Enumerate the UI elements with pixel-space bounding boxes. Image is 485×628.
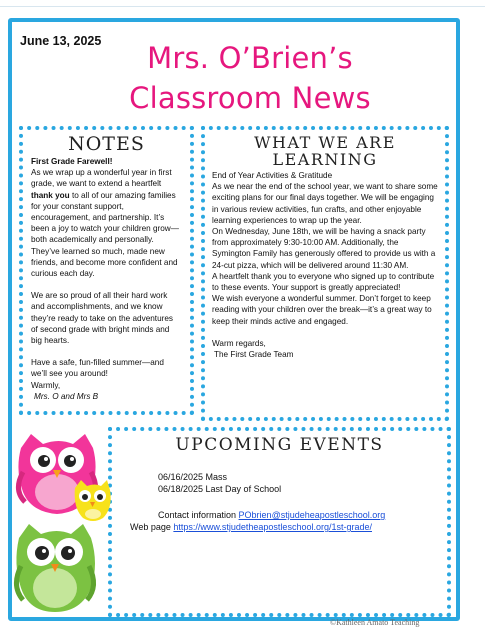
notes-p1-part-b: to all of our amazing families for your constant support, encouragement, and partnership. It’s been a joy to watch your children grow—both academically and personally. They’ve learned so much, made new friends, and become more confident and curious each day.	[31, 190, 179, 279]
web-page-label: Web page	[130, 522, 174, 532]
yellow-owl-icon	[75, 480, 111, 521]
notes-paragraph-1	[31, 167, 182, 279]
learning-paragraph-4: We wish everyone a wonderful summer. Don’t forget to keep reading with your children over the break—it’s a great way to keep their minds active and engaged.	[212, 294, 432, 326]
notes-paragraph-3: Have a safe, fun-filled summer—and we’ll see you around!	[31, 358, 164, 379]
owls-illustration	[13, 430, 113, 620]
learning-subtitle: End of Year Activities & Gratitude	[212, 171, 333, 180]
learning-heading-line-1: WHAT WE ARE	[254, 133, 396, 152]
notes-farewell: First Grade Farewell!	[31, 157, 113, 166]
top-rule	[0, 6, 485, 7]
newsletter-date: June 13, 2025	[20, 34, 102, 48]
event-item-last-day: 06/18/2025 Last Day of School	[158, 484, 282, 494]
web-page	[130, 521, 372, 533]
learning-paragraph-2: On Wednesday, June 18th, we will be having a snack party from approximately 9:30-10:00 AM. Additionally, the Symington Family has generously offered to provide us with a 24-cut pizza, which will be delivered around 11:30 AM.	[212, 227, 436, 270]
event-item-mass: 06/16/2025 Mass	[158, 472, 228, 482]
contact-label: Contact information	[158, 510, 239, 520]
title-line-2: Classroom News	[129, 81, 371, 115]
learning-heading	[205, 134, 445, 168]
events-heading: UPCOMING EVENTS	[175, 435, 384, 455]
footer-credit: ©Kathleen Amato Teaching	[330, 618, 420, 627]
web-page-link[interactable]: https://www.stjudetheapostleschool.org/1st-grade/	[173, 522, 372, 532]
notes-heading: NOTES	[68, 133, 145, 155]
notes-p1-part-a: As we wrap up a wonderful year in first grade, we want to extend a heartfelt	[31, 168, 172, 189]
contact-information	[158, 509, 385, 521]
notes-closing: Warmly,	[31, 380, 61, 390]
page-title	[100, 38, 400, 118]
notes-p1-bold: thank you	[31, 190, 70, 200]
events-box	[108, 427, 451, 617]
learning-closing: Warm regards,	[212, 338, 266, 348]
learning-paragraph-3: A heartfelt thank you to everyone who signed up to contribute to these events. Your support is greatly appreciated!	[212, 271, 435, 293]
notes-paragraph-2: We are so proud of all their hard work and accomplishments, and we know they’re ready to take on the adventures of second grade with bright minds and big hearts.	[31, 291, 174, 346]
learning-body	[205, 168, 445, 360]
notes-body	[23, 154, 190, 402]
contact-email-link[interactable]: PObrien@stjudeheapostleschool.org	[238, 510, 386, 520]
title-line-1: Mrs. O’Brien’s	[147, 41, 353, 75]
notes-box	[19, 126, 194, 415]
learning-heading-line-2: LEARNING	[272, 150, 378, 169]
green-owl-icon	[16, 524, 95, 612]
learning-paragraph-1: As we near the end of the school year, we want to share some exciting plans for our final days together. We will be engaging in various review activities, fun crafts, and other enjoyable learning experiences to wrap up the year.	[212, 182, 438, 225]
learning-box	[201, 126, 449, 421]
learning-signature: The First Grade Team	[214, 350, 294, 360]
notes-signature: Mrs. O and Mrs B	[34, 391, 99, 401]
